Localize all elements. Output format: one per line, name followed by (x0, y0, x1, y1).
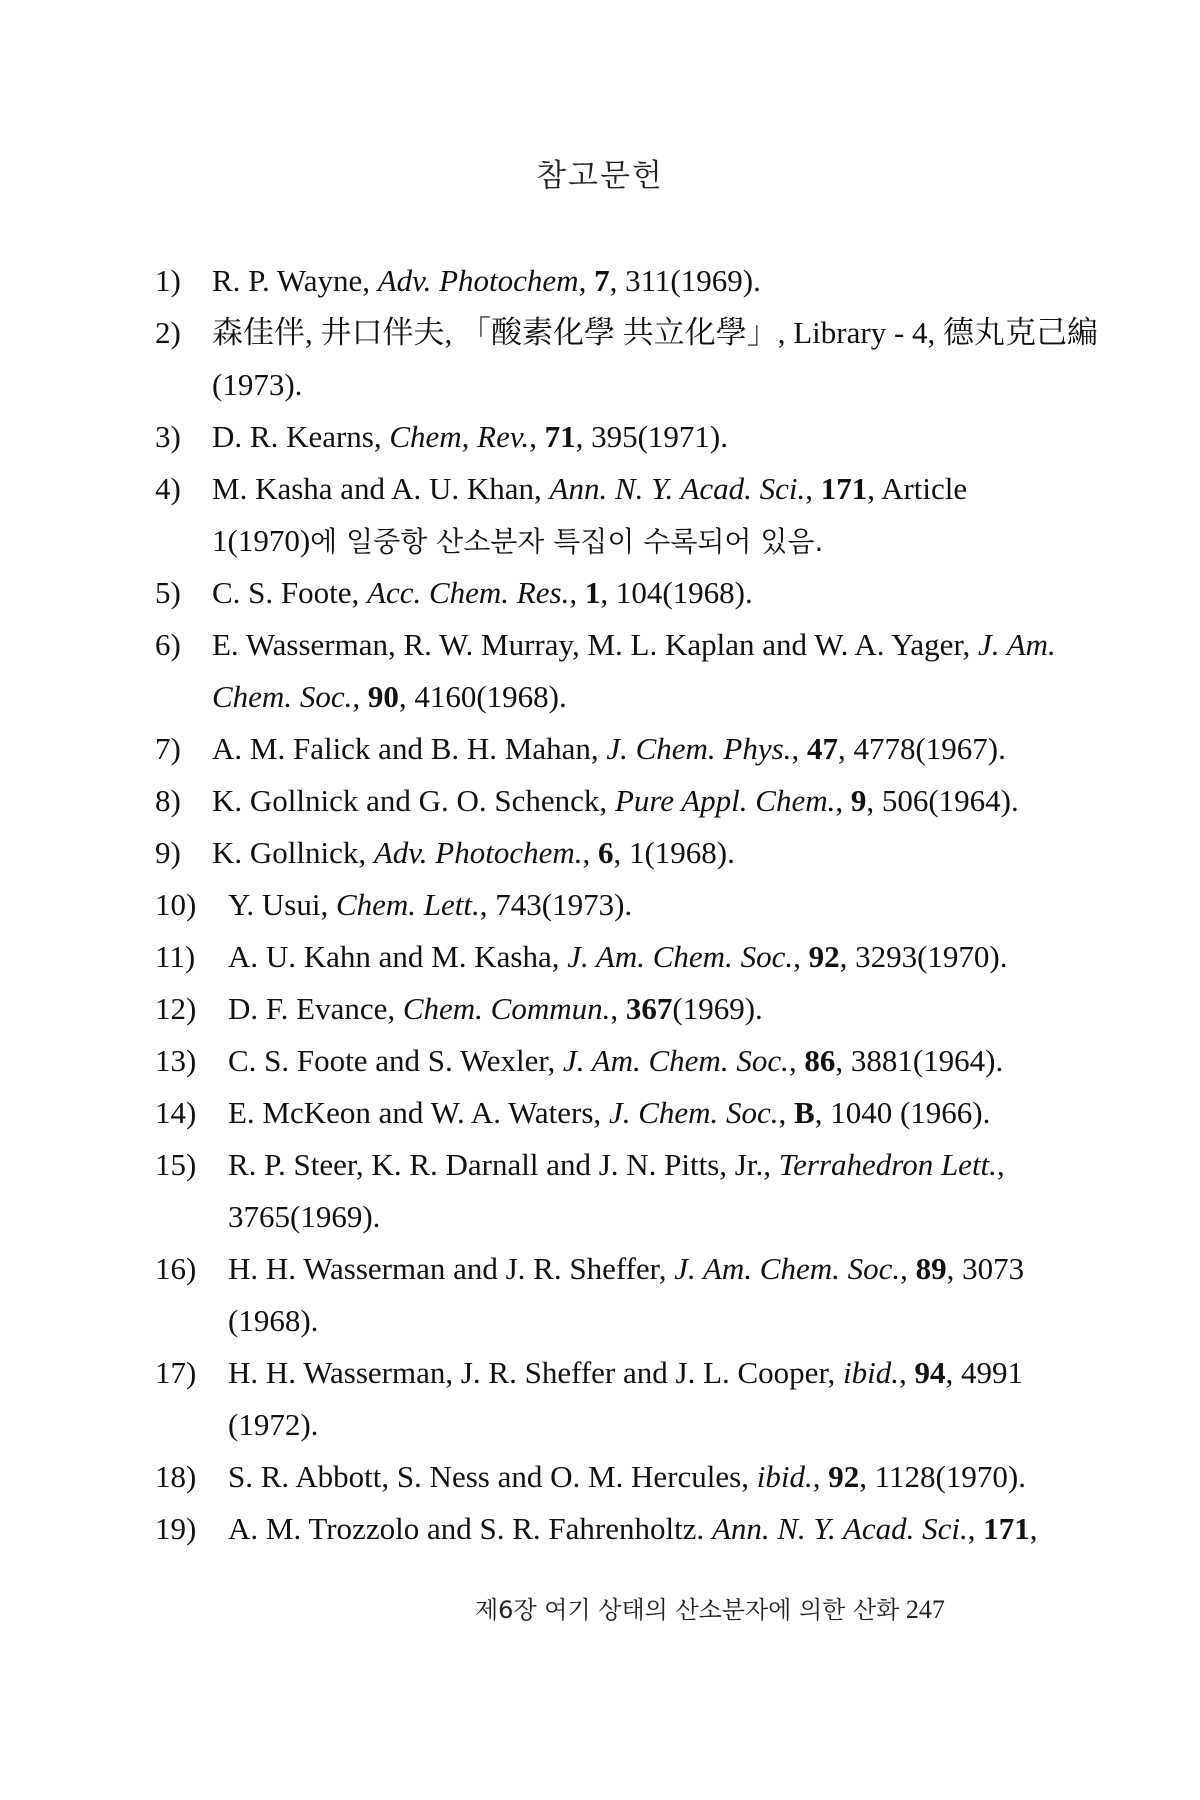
ref-number: 8) (155, 783, 181, 818)
ref-text: 森佳伴, 井口伴夫, 「酸素化學 共立化學」, Library - 4, 德丸克己編 (212, 315, 1099, 350)
ref-volume: 94 (914, 1355, 946, 1390)
reference-13: 13) C. S. Foote and S. Wexler, J. Am. Chem. Soc., 86, 3881(1964). (155, 1035, 1025, 1087)
reference-17: 17) H. H. Wasserman, J. R. Sheffer and J. L. Cooper, ibid., 94, 4991 (155, 1347, 1025, 1399)
ref-pages: , 104(1968). (600, 575, 753, 610)
ref-journal: J. Am. (978, 627, 1056, 662)
ref-journal: J. Am. Chem. Soc. (562, 1043, 789, 1078)
ref-number: 19) (155, 1511, 197, 1546)
ref-pages: , 395(1971). (575, 419, 728, 454)
ref-journal: Chem, Rev. (389, 419, 530, 454)
ref-authors: A. M. Trozzolo and S. R. Fahrenholtz. (228, 1511, 712, 1546)
reference-7: 7) A. M. Falick and B. H. Mahan, J. Chem. Phys., 47, 4778(1967). (155, 723, 1025, 775)
reference-4-continuation: 1(1970)에 일중항 산소분자 특집이 수록되어 있음. (212, 523, 824, 558)
reference-1: 1) R. P. Wayne, Adv. Photochem, 7, 311(1969). (155, 255, 1025, 307)
ref-authors: C. S. Foote and S. Wexler, (228, 1043, 563, 1078)
ref-pages: , 1040 (1966). (814, 1095, 991, 1130)
ref-authors: R. P. Wayne, (212, 263, 378, 298)
ref-number: 14) (155, 1095, 197, 1130)
ref-volume: 1 (584, 575, 601, 610)
ref-pages: , 743(1973). (479, 887, 633, 922)
ref-pages: , 3293(1970). (839, 939, 1008, 974)
ref-journal: ibid. (843, 1355, 900, 1390)
ref-pages: , 3881(1964). (835, 1043, 1004, 1078)
ref-number: 6) (155, 627, 181, 662)
ref-volume: 6 (597, 835, 614, 870)
ref-pages: , 4778(1967). (837, 731, 1006, 766)
ref-authors: Y. Usui, (228, 887, 336, 922)
ref-authors: H. H. Wasserman, J. R. Sheffer and J. L. Cooper, (228, 1355, 844, 1390)
reference-4: 4) M. Kasha and A. U. Khan, Ann. N. Y. Acad. Sci., 171, Article (155, 463, 1025, 515)
ref-journal: Ann. N. Y. Acad. Sci. (549, 471, 806, 506)
ref-authors: M. Kasha and A. U. Khan, (212, 471, 550, 506)
ref-pages: , 506(1964). (866, 783, 1019, 818)
reference-17-continuation: (1972). (228, 1407, 319, 1442)
ref-journal: Ann. N. Y. Acad. Sci. (711, 1511, 968, 1546)
reference-2 (155, 307, 1099, 359)
ref-number: 3) (155, 419, 181, 454)
ref-volume: 367 (625, 991, 673, 1026)
ref-number: 10) (155, 887, 197, 922)
ref-volume: 7 (594, 263, 610, 298)
ref-volume: 171 (820, 471, 868, 506)
ref-number: 15) (155, 1147, 197, 1182)
ref-volume: 47 (806, 731, 838, 766)
chapter-title: 제6장 여기 상태의 산소분자에 의한 산화 (475, 1596, 900, 1624)
ref-number: 13) (155, 1043, 197, 1078)
ref-authors: A. U. Kahn and M. Kasha, (228, 939, 568, 974)
ref-authors: D. R. Kearns, (212, 419, 390, 454)
ref-volume: 90 (367, 679, 399, 714)
ref-journal: Adv. Photochem (377, 263, 579, 298)
ref-authors: K. Gollnick, (212, 835, 374, 870)
ref-number: 7) (155, 731, 181, 766)
reference-15-continuation: 3765(1969). (228, 1199, 381, 1234)
ref-journal: ibid. (756, 1459, 813, 1494)
reference-6-continuation: Chem. Soc., 90, 4160(1968). (212, 679, 567, 714)
ref-number: 17) (155, 1355, 197, 1390)
reference-3: 3) D. R. Kearns, Chem, Rev., 71, 395(1971). (155, 411, 1025, 463)
ref-authors: H. H. Wasserman and J. R. Sheffer, (228, 1251, 675, 1286)
reference-19: 19) A. M. Trozzolo and S. R. Fahrenholtz. Ann. N. Y. Acad. Sci., 171, (155, 1503, 1025, 1555)
ref-journal: J. Chem. Phys. (606, 731, 792, 766)
ref-number: 9) (155, 835, 181, 870)
ref-number: 16) (155, 1251, 197, 1286)
ref-journal: Pure Appl. Chem. (614, 783, 836, 818)
ref-number: 11) (155, 939, 196, 974)
ref-authors: R. P. Steer, K. R. Darnall and J. N. Pitts, Jr., (228, 1147, 779, 1182)
ref-journal: Adv. Photochem. (373, 835, 583, 870)
ref-authors: E. McKeon and W. A. Waters, (228, 1095, 609, 1130)
ref-volume: 171 (983, 1511, 1030, 1546)
reference-15: 15) R. P. Steer, K. R. Darnall and J. N. Pitts, Jr., Terrahedron Lett., (155, 1139, 1025, 1191)
ref-volume: 71 (544, 419, 576, 454)
reference-12: 12) D. F. Evance, Chem. Commun., 367(1969). (155, 983, 1025, 1035)
ref-pages: , 1128(1970). (859, 1459, 1026, 1494)
ref-pages: , 311(1969). (609, 263, 761, 298)
reference-2-continuation: (1973). (212, 367, 303, 402)
reference-9: 9) K. Gollnick, Adv. Photochem., 6, 1(1968). (155, 827, 1025, 879)
reference-8: 8) K. Gollnick and G. O. Schenck, Pure Appl. Chem., 9, 506(1964). (155, 775, 1025, 827)
reference-6 (155, 619, 1056, 671)
ref-number: 2) (155, 315, 181, 350)
ref-number: 1) (155, 263, 181, 298)
reference-10 (155, 879, 1025, 931)
ref-volume: 92 (828, 1459, 860, 1494)
ref-volume: 92 (808, 939, 840, 974)
ref-number: 12) (155, 991, 197, 1026)
ref-journal: Acc. Chem. Res. (367, 575, 570, 610)
ref-journal: Chem. Soc. (212, 679, 353, 714)
ref-authors: E. Wasserman, R. W. Murray, M. L. Kaplan and W. A. Yager, (212, 627, 979, 662)
ref-pages: , 3073 (946, 1251, 1025, 1286)
reference-18: 18) S. R. Abbott, S. Ness and O. M. Hercules, ibid., 92, 1128(1970). (155, 1451, 1025, 1503)
reference-16-continuation: (1968). (228, 1303, 319, 1338)
ref-journal: Chem. Commun. (402, 991, 611, 1026)
ref-pages: , 4160(1968). (398, 679, 567, 714)
ref-authors: S. R. Abbott, S. Ness and O. M. Hercules, (228, 1459, 757, 1494)
reference-16: 16) H. H. Wasserman and J. R. Sheffer, J. Am. Chem. Soc., 89, 3073 (155, 1243, 1025, 1295)
reference-14: 14) E. McKeon and W. A. Waters, J. Chem. Soc., B, 1040 (1966). (155, 1087, 1025, 1139)
ref-pages: , Article (867, 471, 968, 506)
page-title: 참고문헌 (536, 158, 664, 194)
ref-authors: D. F. Evance, (228, 991, 403, 1026)
reference-5: 5) C. S. Foote, Acc. Chem. Res., 1, 104(1968). (155, 567, 1025, 619)
ref-authors: C. S. Foote, (212, 575, 368, 610)
ref-number: 4) (155, 471, 181, 506)
ref-journal: J. Chem. Soc. (608, 1095, 779, 1130)
ref-number: 18) (155, 1459, 197, 1494)
ref-journal: Terrahedron Lett. (778, 1147, 997, 1182)
ref-volume: B (794, 1095, 815, 1130)
ref-journal: J. Am. Chem. Soc. (567, 939, 794, 974)
running-footer (475, 1590, 945, 1625)
ref-pages: , 4991 (945, 1355, 1024, 1390)
ref-volume: 89 (915, 1251, 947, 1286)
ref-authors: K. Gollnick and G. O. Schenck, (212, 783, 615, 818)
ref-authors: A. M. Falick and B. H. Mahan, (212, 731, 607, 766)
korean-note: 에 일중항 산소분자 특집이 수록되어 있음. (310, 525, 824, 558)
reference-11: 11) A. U. Kahn and M. Kasha, J. Am. Chem. Soc., 92, 3293(1970). (155, 931, 1025, 983)
ref-volume: 9 (850, 783, 867, 818)
ref-journal: J. Am. Chem. Soc. (674, 1251, 901, 1286)
ref-volume: 86 (804, 1043, 836, 1078)
ref-journal: Chem. Lett. (335, 887, 480, 922)
page-number: 247 (905, 1595, 945, 1624)
ref-pages: (1969). (672, 991, 763, 1026)
ref-number: 5) (155, 575, 181, 610)
ref-pages: , 1(1968). (613, 835, 735, 870)
